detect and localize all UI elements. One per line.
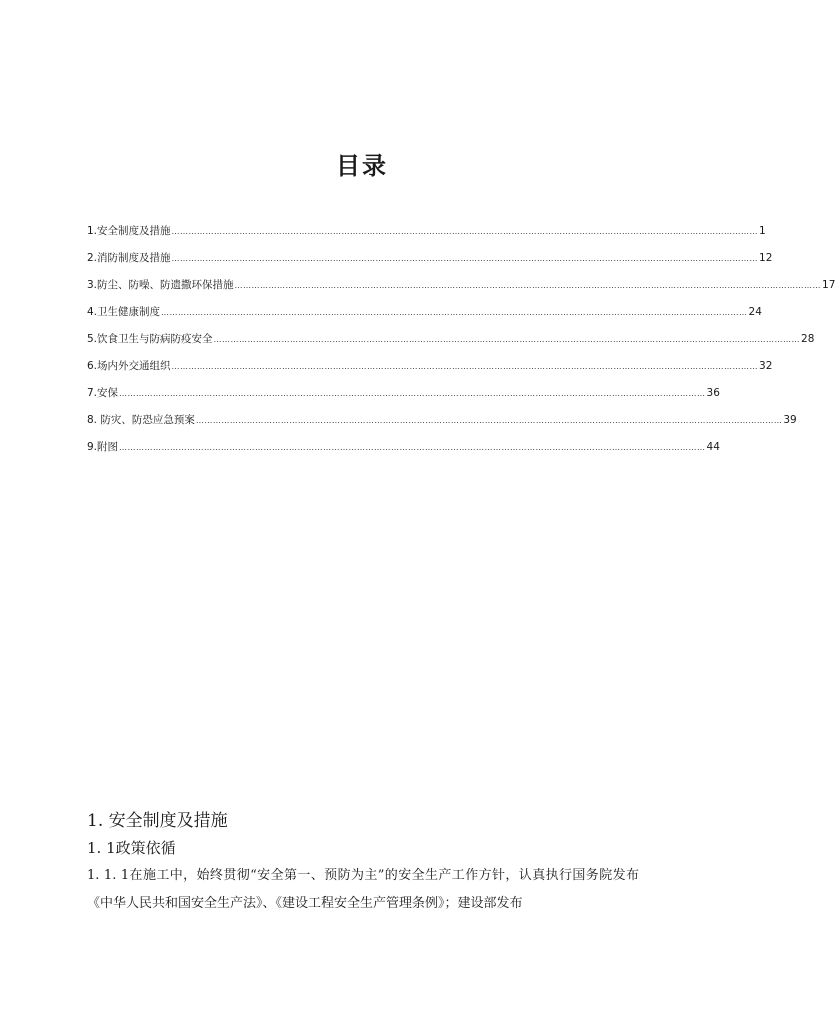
toc-leader-dots: ……………………………………………………………………………………………………………………………………………………………………………………… bbox=[171, 254, 759, 263]
toc-entry-page: 39 bbox=[783, 414, 797, 426]
toc-leader-dots: ……………………………………………………………………………………………………………………………………………………………………………………… bbox=[213, 335, 801, 344]
toc-title: 目录 bbox=[336, 152, 388, 180]
toc-leader-dots: ……………………………………………………………………………………………………………………………………………………………………………………… bbox=[195, 416, 783, 425]
body-paragraph: 1. 1. 1在施工中，始终贯彻“安全第一、预防为主”的安全生产工作方针，认真执行国务院发布《中华人民共和国安全生产法》、《建设工程安全生产管理条例》；建设部发布 bbox=[87, 868, 639, 911]
toc-leader-dots: ……………………………………………………………………………………………………………………………………………………………………………………… bbox=[161, 308, 748, 317]
toc-entry[interactable] bbox=[87, 439, 720, 466]
table-of-contents bbox=[87, 223, 835, 466]
toc-entry-page: 24 bbox=[748, 306, 762, 318]
toc-entry[interactable] bbox=[87, 250, 773, 277]
toc-leader-dots: ……………………………………………………………………………………………………………………………………………………………………………………… bbox=[171, 227, 759, 236]
toc-entry-page: 17 bbox=[822, 279, 835, 291]
toc-entry[interactable] bbox=[87, 277, 835, 304]
toc-entry[interactable] bbox=[87, 331, 815, 358]
toc-entry-page: 32 bbox=[759, 360, 773, 372]
toc-entry-label: 6.场内外交通组织 bbox=[87, 360, 171, 372]
toc-entry-label: 5.饮食卫生与防病防疫安全 bbox=[87, 333, 213, 345]
toc-leader-dots: ……………………………………………………………………………………………………………………………………………………………………………………… bbox=[119, 443, 706, 452]
toc-entry[interactable] bbox=[87, 304, 762, 331]
toc-leader-dots: ……………………………………………………………………………………………………………………………………………………………………………………… bbox=[234, 281, 822, 290]
toc-entry-label: 2.消防制度及措施 bbox=[87, 252, 171, 264]
toc-leader-dots: ……………………………………………………………………………………………………………………………………………………………………………………… bbox=[119, 389, 706, 398]
subsection-heading: 1. 1政策依循 bbox=[87, 839, 176, 857]
toc-entry-label: 7.安保 bbox=[87, 387, 119, 399]
toc-entry-label: 3.防尘、防噪、防遗撒环保措施 bbox=[87, 279, 234, 291]
toc-entry-label: 1.安全制度及措施 bbox=[87, 225, 171, 237]
toc-leader-dots: ……………………………………………………………………………………………………………………………………………………………………………………… bbox=[171, 362, 759, 371]
toc-entry[interactable] bbox=[87, 385, 720, 412]
section-heading: 1. 安全制度及措施 bbox=[87, 811, 228, 831]
toc-entry-page: 36 bbox=[706, 387, 720, 399]
toc-entry-label: 4.卫生健康制度 bbox=[87, 306, 161, 318]
toc-entry[interactable] bbox=[87, 223, 766, 250]
toc-entry-label: 9.附图 bbox=[87, 441, 119, 453]
toc-entry-page: 12 bbox=[759, 252, 773, 264]
toc-entry-page: 44 bbox=[706, 441, 720, 453]
toc-entry[interactable] bbox=[87, 412, 797, 439]
toc-entry-label: 8. 防灾、防恐应急预案 bbox=[87, 414, 195, 426]
toc-entry[interactable] bbox=[87, 358, 773, 385]
toc-entry-page: 1 bbox=[759, 225, 766, 237]
toc-entry-page: 28 bbox=[801, 333, 815, 345]
